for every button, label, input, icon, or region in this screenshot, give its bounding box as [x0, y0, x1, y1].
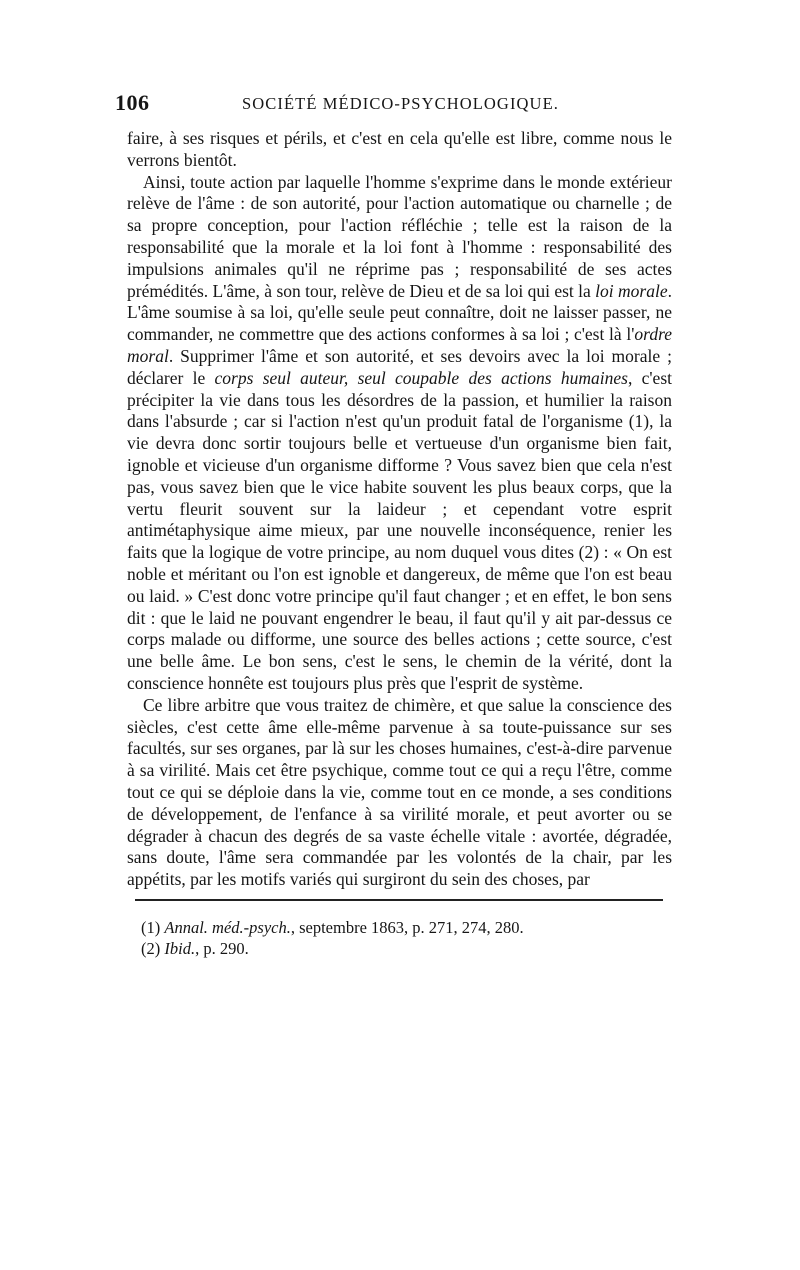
italic-run: ordre moral [127, 324, 672, 366]
book-page [115, 88, 672, 1188]
running-title: SOCIÉTÉ MÉDICO-PSYCHOLOGIQUE. [242, 94, 559, 113]
italic-run: loi morale [595, 280, 668, 301]
footnote-source: Ibid. [164, 938, 196, 958]
page-header [115, 88, 672, 128]
page-number: 106 [115, 90, 150, 115]
footnote-mark: (2) [141, 938, 161, 958]
body-text [127, 128, 672, 891]
paragraph-continuation [127, 128, 672, 172]
footnotes [127, 917, 672, 959]
text-run: , c'est précipiter la vie dans tous les désordres de la passion, et humilier la raison dans l'absurde ; car si l'action n'est qu'un produit fatal de l'organisme (1), la vie devra donc sortir toujours belle et vertueuse d'un organisme bien fait, ignoble et vicieuse d'un organisme difforme ? Vous savez bien que cela n'est pas, vous savez bien que le vice habite souvent les plus beaux corps, que la vertu fleurit souvent sur la laideur ; et cependant votre esprit antimétaphysique aime mieux, par une nouvelle inconséquence, renier les faits que la logique de votre principe, au nom duquel vous dites (2) : « On est noble et méritant ou l'on est ignoble et dangereux, de même que l'on est beau ou laid. » C'est donc votre principe qu'il faut changer ; et en effet, le bon sens dit : que le laid ne pouvant engendrer le beau, il faut qu'il y ait par-dessus ce corps malade ou difforme, une source des belles actions ; cette source, c'est une belle âme. Le bon sens, c'est le sens, le chemin de la vérité, dont la conscience honnête est toujours plus près que l'esprit de système. [127, 367, 672, 693]
footnote-detail: , p. 290. [195, 938, 249, 958]
italic-run: corps seul auteur, seul coupable des actions humaines [214, 367, 628, 388]
text-run: . Supprimer l'âme et son autorité, et ses devoirs avec la loi morale ; déclarer le [127, 345, 672, 388]
footnote-2 [141, 938, 672, 959]
text-run: Ce libre arbitre que vous traitez de chimère, et que salue la conscience des siècles, c'est cette âme elle-même parvenue à sa toute-puissance sur ses facultés, sur ses organes, par là sur les choses humaines, c'est-à-dire parvenue à sa virilité. Mais cet être psychique, comme tout ce qui a reçu l'être, comme tout ce qui se déploie dans la vie, comme tout en ce monde, a ses conditions de développement, de l'enfance à sa virilité morale, et peut avorter ou se dégrader à chacun des degrés de sa vaste échelle vitale : avortée, dégradée, sans doute, l'âme sera commandée par les volontés de la chair, par les appétits, par les motifs variés qui surgiront du sein des choses, par [127, 694, 672, 890]
text-run: . L'âme soumise à sa loi, qu'elle seule peut connaître, doit ne laisser passer, ne commander, ne commettre que des actions conformes à sa loi ; c'est là l' [127, 280, 672, 345]
text-run: faire, à ses risques et périls, et c'est en cela qu'elle est libre, comme nous le verrons bientôt. [127, 128, 672, 170]
paragraph-ainsi [127, 172, 672, 695]
footnote-detail: , septembre 1863, p. 271, 274, 280. [290, 917, 524, 937]
footnote-1 [141, 917, 672, 938]
footnote-source: Annal. méd.-psych. [164, 917, 291, 937]
footnote-mark: (1) [141, 917, 161, 937]
paragraph-libre-arbitre [127, 695, 672, 891]
text-run: Ainsi, toute action par laquelle l'homme s'exprime dans le monde extérieur relève de l'âme : de son autorité, pour l'action automatique ou charnelle ; de sa propre conception, pour l'action réfléchie ; telle est la raison de la responsabilité que la morale et la loi font à l'homme : responsabilité des impulsions animales qu'il ne réprime pas ; responsabilité de ses actes prémédités. L'âme, à son tour, relève de Dieu et de sa loi qui est la [127, 171, 672, 301]
footnote-divider [135, 899, 663, 901]
